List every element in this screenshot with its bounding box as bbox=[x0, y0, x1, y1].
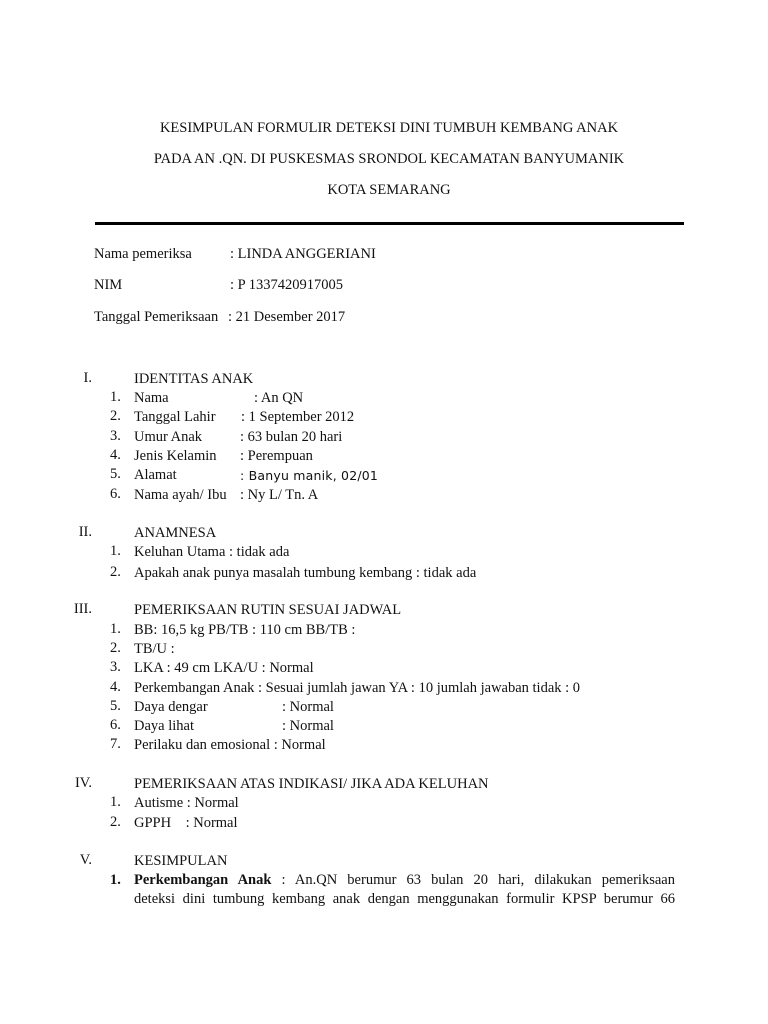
field-label: Tanggal Lahir bbox=[134, 409, 216, 425]
field-label: Alamat bbox=[134, 467, 177, 483]
list-number: 3. bbox=[110, 428, 121, 444]
section-numeral: II. bbox=[78, 524, 92, 540]
document-title-line-3: KOTA SEMARANG bbox=[327, 182, 451, 198]
list-number: 1. bbox=[110, 872, 121, 888]
field-value: : Normal bbox=[282, 699, 334, 715]
list-number: 5. bbox=[110, 698, 121, 714]
field-label: Daya lihat bbox=[134, 718, 194, 734]
field-label: Jenis Kelamin bbox=[134, 448, 217, 464]
list-item-text: Perkembangan Anak : Sesuai jumlah jawan YA : 10 jumlah jawaban tidak : 0 bbox=[134, 680, 581, 696]
list-number: 4. bbox=[110, 447, 121, 463]
section-title: ANAMNESA bbox=[134, 525, 217, 541]
document-title-line-2: PADA AN .QN. DI PUSKESMAS SRONDOL KECAMATAN BANYUMANIK bbox=[153, 151, 625, 167]
list-number: 7. bbox=[110, 736, 121, 752]
examiner-name-label: Nama pemeriksa bbox=[94, 246, 192, 262]
exam-date-label: Tanggal Pemeriksaan bbox=[94, 309, 219, 325]
list-item-text: GPPH : Normal bbox=[134, 815, 238, 831]
conclusion-text: : An.QN berumur 63 bulan 20 hari, dilakukan pemeriksaan bbox=[271, 872, 675, 888]
list-number: 2. bbox=[110, 640, 121, 656]
section-numeral: III. bbox=[73, 601, 92, 617]
examiner-name-value: : LINDA ANGGERIANI bbox=[230, 246, 376, 262]
field-value: : Normal bbox=[282, 718, 334, 734]
field-value: : 1 September 2012 bbox=[241, 409, 355, 425]
list-number: 1. bbox=[110, 543, 121, 559]
section-title: PEMERIKSAAN ATAS INDIKASI/ JIKA ADA KELUHAN bbox=[134, 776, 489, 792]
list-item-text: LKA : 49 cm LKA/U : Normal bbox=[134, 660, 314, 676]
field-label: Nama ayah/ Ibu bbox=[134, 487, 227, 503]
list-item-text: Keluhan Utama : tidak ada bbox=[134, 544, 290, 560]
field-value-handwritten-address: : Banyu manik, 02/01 bbox=[240, 468, 379, 483]
conclusion-paragraph-line-2: deteksi dini tumbung kembang anak dengan menggunakan formulir KPSP berumur 66 bbox=[134, 891, 675, 907]
list-item-text: Apakah anak punya masalah tumbung kembang : tidak ada bbox=[134, 565, 477, 581]
list-item-text: Perilaku dan emosional : Normal bbox=[134, 737, 326, 753]
field-label: Umur Anak bbox=[134, 429, 203, 445]
conclusion-heading: Perkembangan Anak bbox=[134, 872, 272, 888]
list-number: 6. bbox=[110, 486, 121, 502]
document-title-line-1: KESIMPULAN FORMULIR DETEKSI DINI TUMBUH KEMBANG ANAK bbox=[159, 120, 619, 136]
list-number: 2. bbox=[110, 564, 121, 580]
exam-date-value: : 21 Desember 2017 bbox=[228, 309, 346, 325]
list-number: 1. bbox=[110, 389, 121, 405]
list-number: 5. bbox=[110, 466, 121, 482]
list-number: 1. bbox=[110, 794, 121, 810]
field-value: : Ny L/ Tn. A bbox=[240, 487, 319, 503]
section-numeral: I. bbox=[83, 370, 92, 386]
section-numeral: IV. bbox=[74, 775, 92, 791]
nim-label: NIM bbox=[94, 277, 123, 293]
field-label: Daya dengar bbox=[134, 699, 208, 715]
list-item-text: TB/U : bbox=[134, 641, 175, 657]
list-item-text: BB: 16,5 kg PB/TB : 110 cm BB/TB : bbox=[134, 622, 356, 638]
list-item-text: Autisme : Normal bbox=[134, 795, 239, 811]
field-value: : An QN bbox=[254, 390, 304, 406]
field-label: Nama bbox=[134, 390, 169, 406]
section-numeral: V. bbox=[79, 852, 92, 868]
list-number: 6. bbox=[110, 717, 121, 733]
nim-value: : P 1337420917005 bbox=[230, 277, 344, 293]
list-number: 2. bbox=[110, 408, 121, 424]
conclusion-paragraph-line-1 bbox=[134, 872, 675, 889]
list-number: 2. bbox=[110, 814, 121, 830]
list-number: 3. bbox=[110, 659, 121, 675]
section-title: PEMERIKSAAN RUTIN SESUAI JADWAL bbox=[134, 602, 402, 618]
header-divider bbox=[95, 222, 684, 225]
section-title: IDENTITAS ANAK bbox=[134, 371, 254, 387]
field-value: : Perempuan bbox=[240, 448, 313, 464]
section-title: KESIMPULAN bbox=[134, 853, 228, 869]
list-number: 1. bbox=[110, 621, 121, 637]
list-number: 4. bbox=[110, 679, 121, 695]
field-value: : 63 bulan 20 hari bbox=[240, 429, 343, 445]
